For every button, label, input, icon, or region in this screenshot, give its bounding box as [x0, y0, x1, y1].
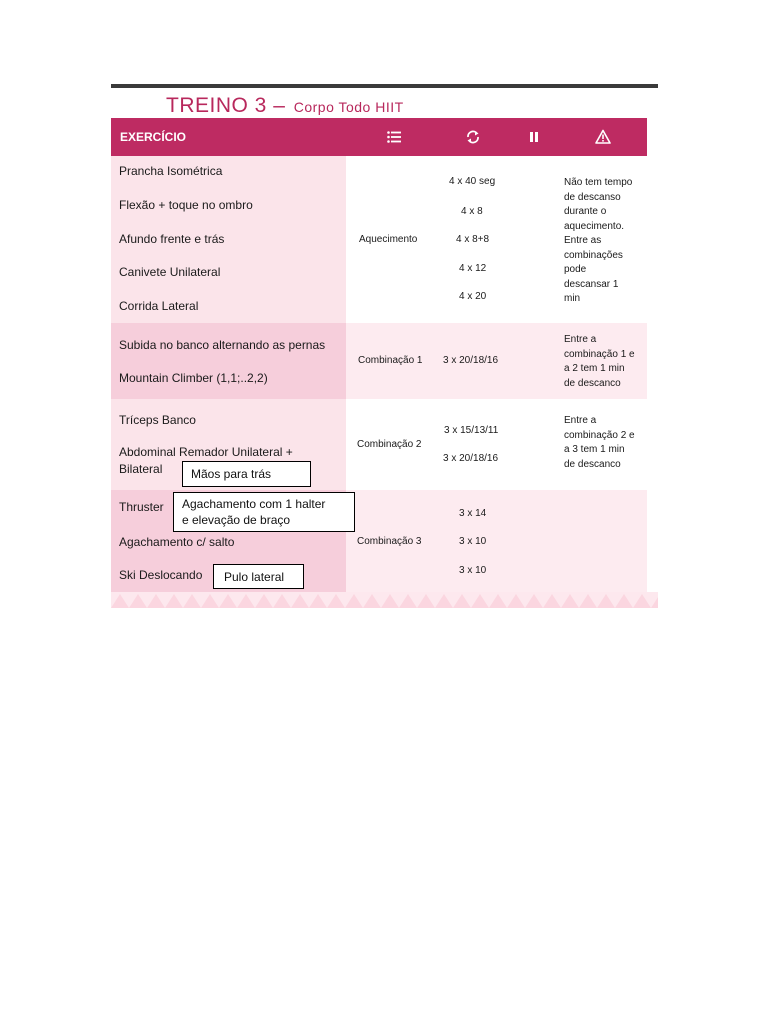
- title-dash: –: [266, 94, 292, 117]
- stage-label: Aquecimento: [359, 234, 418, 245]
- note-line: Entre a: [564, 334, 597, 345]
- exercise-name: Corrida Lateral: [119, 299, 199, 313]
- rest-note: [564, 176, 650, 307]
- block-combinacao-1: [111, 323, 647, 399]
- repeat-icon: [465, 129, 481, 145]
- sets-value: 4 x 12: [459, 263, 487, 274]
- page-title: [166, 94, 404, 118]
- stage-label: Combinação 1: [358, 355, 423, 366]
- annotation-pulo-lateral: Pulo lateral: [213, 564, 304, 589]
- sets-value: 3 x 20/18/16: [443, 453, 499, 464]
- title-row: [111, 88, 658, 118]
- exercise-name: Canivete Unilateral: [119, 265, 221, 279]
- note-line: combinações: [564, 249, 623, 261]
- header-exercise-label: EXERCÍCIO: [120, 130, 187, 144]
- exercise-name: Prancha Isométrica: [119, 164, 223, 178]
- sets-value: 3 x 10: [459, 565, 487, 576]
- title-main: TREINO 3: [166, 94, 267, 117]
- note-line: Não tem tempo: [564, 177, 633, 188]
- bottom-pattern: [111, 592, 658, 608]
- exercise-name: Abdominal Remador Unilateral +: [119, 445, 293, 459]
- exercise-name: Mountain Climber (1,1;..2,2): [119, 371, 268, 385]
- note-line: aquecimento.: [564, 220, 625, 232]
- note-line: de descanso: [564, 191, 621, 203]
- sets-value: 3 x 14: [459, 508, 487, 519]
- warning-icon: [595, 129, 611, 145]
- note-line: a 3 tem 1 min: [564, 444, 625, 455]
- exercise-name: Afundo frente e trás: [119, 232, 225, 246]
- rest-note: [564, 414, 650, 472]
- note-line: Entre a: [564, 415, 597, 426]
- exercise-name: Bilateral: [119, 462, 163, 476]
- exercise-name: Agachamento c/ salto: [119, 535, 235, 549]
- table-header: [111, 118, 647, 156]
- note-line: min: [564, 293, 581, 304]
- sets-value: 3 x 20/18/16: [443, 355, 499, 366]
- annotation-line: e elevação de braço: [182, 513, 291, 527]
- exercise-name: Thruster: [119, 500, 164, 514]
- sets-value: 4 x 8+8: [456, 234, 490, 245]
- sets-value: 4 x 20: [459, 291, 487, 302]
- sets-value: 4 x 8: [461, 206, 483, 217]
- note-line: combinação 1 e: [564, 348, 635, 360]
- exercise-name: Tríceps Banco: [119, 413, 196, 427]
- note-line: de descanco: [564, 458, 621, 470]
- rest-note: [564, 333, 650, 391]
- exercise-column: [111, 323, 346, 399]
- stage-label: Combinação 3: [357, 536, 422, 547]
- annotation-maos-para-tras: Mãos para trás: [182, 461, 311, 487]
- annotation-line: Agachamento com 1 halter: [182, 497, 326, 511]
- note-line: Entre as: [564, 235, 602, 246]
- note-line: durante o: [564, 206, 607, 217]
- page-subtitle: Corpo Todo HIIT: [293, 99, 404, 115]
- stage-label: Combinação 2: [357, 439, 422, 450]
- exercise-name: Subida no banco alternando as pernas: [119, 338, 326, 352]
- sets-value: 3 x 15/13/11: [444, 425, 499, 436]
- sets-value: 3 x 10: [459, 536, 487, 547]
- note-line: a 2 tem 1 min: [564, 363, 625, 374]
- list-icon: [386, 129, 402, 145]
- exercise-name: Flexão + toque no ombro: [119, 198, 253, 212]
- block-aquecimento: [111, 156, 647, 323]
- annotation-agachamento: [173, 492, 355, 532]
- exercise-name: Ski Deslocando: [119, 568, 203, 582]
- note-line: pode: [564, 264, 587, 275]
- pause-icon: [526, 129, 542, 145]
- note-line: de descanco: [564, 377, 621, 389]
- note-line: descansar 1: [564, 278, 619, 290]
- sets-value: 4 x 40 seg: [449, 176, 496, 187]
- note-line: combinação 2 e: [564, 429, 635, 441]
- triangle-pattern: [111, 592, 658, 608]
